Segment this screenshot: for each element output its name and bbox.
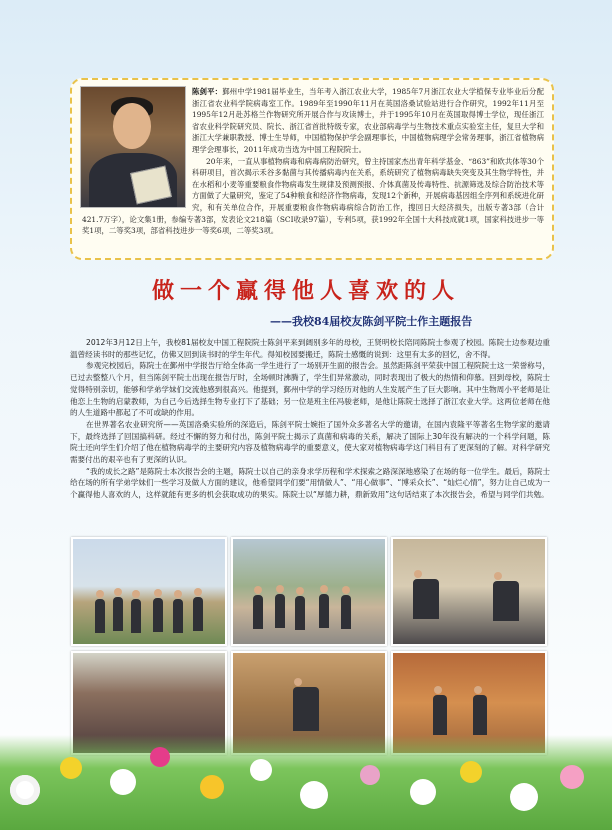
article-paragraph-2: 参观完校园后，陈院士在鄞州中学报告厅给全体高一学生进行了一场别开生面的报告会。虽然距陈剑平荣获中国工程院院士这一荣誉称号，已过去整整八个月，但当陈剑平院士出现在报告厅时，全场顿时沸腾了，学生们异常激动，同时表现出了极大的热情和仰慕。回到母校，陈院士觉得特别亲切，能够和学弟学妹们交流他感到很高兴。他提到，鄞州中学的学习经历对他的人生发展产生了巨大影响。其中生物周小平老师是让他恋上生物的启蒙教师，为自己今后选择生物专业打下了基础；另一位是班主任冯骏老师，是他让陈院士选择了浙江农业大学。这两位老师在他的人生道路中都起了不可或缺的作用。 [70,361,550,418]
photo-meeting-room [391,537,547,646]
page-title: 做一个赢得他人喜欢的人 [151,278,460,304]
page-subtitle: ——我校84届校友陈剑平院士作主题报告 [270,315,473,328]
flower-meadow-decoration [0,735,612,830]
article-paragraph-1: 2012年3月12日上午，我校81届校友中国工程院院士陈剑平来到阔别多年的母校，王贤明校长陪同陈院士参观了校园。陈院士边参观边重温曾经读书时的那些记忆，仿佛又回到读书时的学生年代。得知校园要搬迁，陈院士感慨的说到：这里有太多的回忆，舍不得。 [70,338,550,359]
article-body [70,337,550,501]
bio-name: 陈剑平： [192,87,223,96]
photo-campus-walk [231,537,387,646]
bio-paragraph-1: 鄞州中学1981届毕业生，当年考入浙江农业大学，1985年7月浙江农业大学植保专业毕业后分配浙江省农业科学院病毒室工作。1989年至1990年11月在英国洛桑试验站进行合作研究，1992年11月至1995年12月赴苏格兰作物研究所开展合作与攻读博士，并于1995年10月在英国取得博士学位，现任浙江省农业科学院研究员、院长、浙江省首批特级专家，农业部病毒学与生物技术重点实验室主任，复旦大学和浙江大学兼职教授、博士生导师，中国植物保护学会副理事长，中国植物病理学会常务理事，浙江省植物病理学会理事长，2011年成功当选为中国工程院院士。 [192,87,544,154]
article-paragraph-4: “我的成长之路”是陈院士本次报告会的主题，陈院士以自己的亲身求学历程和学术探索之路深深地感染了在场的每一位学生。最后，陈院士给在场的所有学弟学妹们一些学习及做人方面的建议，他希望同学们要“用情做人”、“用心做事”、“博采众长”、“灿烂心情”，努力让自己成为一个赢得他人喜欢的人，这样就能有更多的机会获取成功的果实。陈院士以“厚德力耕，鼎新致用”这句话结束了本次报告会，希望与同学们共勉。 [70,466,550,500]
bio-text [82,86,544,237]
bio-paragraph-2: 20年来，一直从事植物病毒和病毒病防治研究，曾主持国家杰出青年科学基金、“863”和欧共体等30个科研项目，首次揭示禾谷多黏菌与其传播病毒内在关系，系统研究了植物病毒缺失突变及其生物学特性，并在水稻和小麦等重要粮食作物病毒发生规律及预测预报、介体真菌及传毒特性、抗源筛选及综合防治技术等方面做了大量研究，鉴定了54种粮食和经济作物病毒，发现12个新种，开展病毒基因组全序列和系统进化研究，和有关单位合作，开展重要粮食作物病毒病综合防治工作，搜回日大经济损失，出版专著3部（合计421.7万字），论文集1册，参编专著3部，发表论文218篇（SCI收录97篇），专利5项，获1992年全国十大科技成就1项，国家科技进步一等奖1项，二等奖3项，部省科技进步一等奖6项，二等奖3项。 [82,156,544,236]
photo-campus-group [71,537,227,646]
article-paragraph-3: 在世界著名农业研究所——英国洛桑实验所的深造后，陈剑平院士婉拒了国外众多著名大学的邀请，在国内袁隆平等著名生物学家的邀请下，最终选择了回国搞科研。经过不懈的努力和付出，陈剑平院士揭示了真菌和病毒的关系，解决了国际上30年没有解决的一个科学问题，陈院士还向学生们介绍了他在植物病毒学的主要研究内容及植物病毒学的重要意义，使大家对植物病毒学这门科目有了更深刻的了解。对科学研究需要付出的艰辛也有了更深的认识。 [70,419,550,465]
